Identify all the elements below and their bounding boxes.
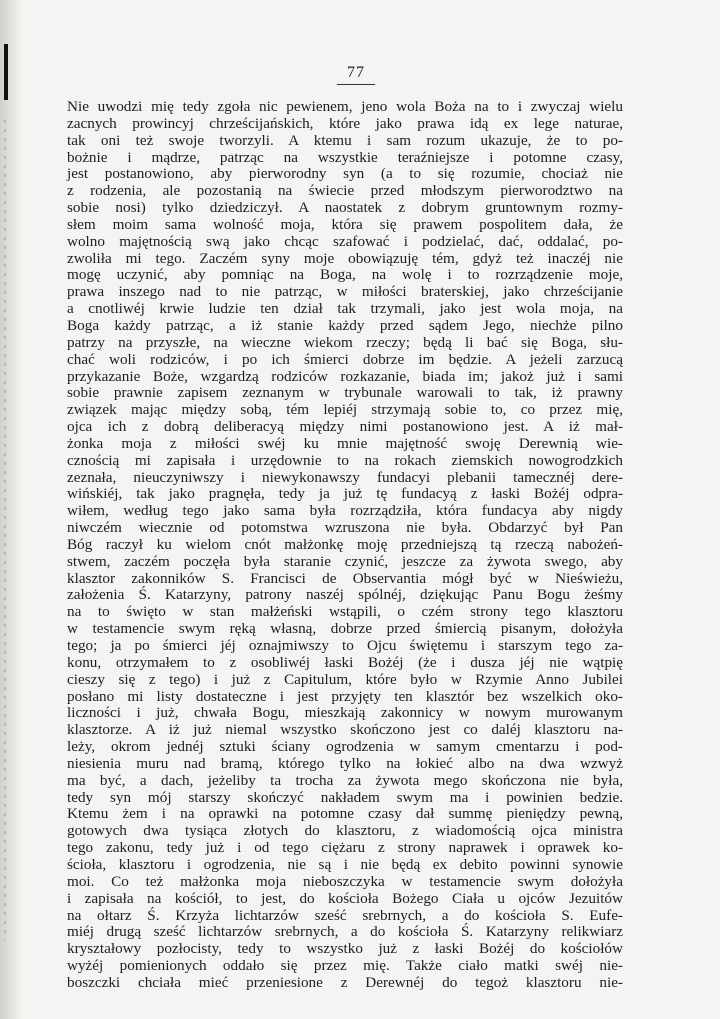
text-line: a cnotliwéj krwie ludzie ten dział tak trzymali, jako jest wola moja, na [67, 300, 623, 318]
text-line: wolno majętnością swą jako chcąc szafować i podzielać, dać, oddalać, po- [67, 232, 623, 250]
text-line: sobie prawnie zapisem zeznanym w trybunale warowali to tak, iż prawny [67, 384, 623, 402]
text-line: słem moim sama wolność moja, która się prawem pospolitem dała, że [67, 215, 623, 233]
text-line: założenia Ś. Katarzyny, patrony naszéj spólnéj, dziękując Panu Bogu żeśmy [67, 586, 623, 604]
text-line: w testamencie swym ręką własną, dobrze przed śmiercią pisanym, dołożyła [67, 620, 623, 638]
text-line: niwczém wiecznie od potomstwa wzruszona nie była. Obdarzyć był Pan [67, 519, 623, 537]
text-line: Nie uwodzi mię tedy zgoła nic pewienem, jeno wola Boża na to i zwyczaj wielu [67, 98, 623, 115]
text-line: tego; ja po śmierci jéj oznajmiwszy to Ojcu świętemu i starszym tego za- [67, 637, 623, 654]
text-line: mogę uczynić, aby pomniąc na Boga, na wolę i to rozrządzenie moje, [67, 266, 623, 284]
text-line: Boga każdy patrząc, a iż stanie każdy przed sądem Jego, niechże pilno [67, 316, 623, 334]
text-line: wiłem, według tego jako sama była rozrządziła, która fundacya aby nigdy [67, 502, 623, 520]
body-text [67, 99, 623, 992]
text-line: posłano mi listy dostateczne i jest przyjęty ten klasztór bez wszelkich oko- [67, 687, 623, 705]
text-line: niesienia muru nad bramą, którego tylko na łokieć albo na dwa wzwyż [67, 754, 623, 772]
text-line: moi. Co też małżonka moja nieboszczyka w testamencie swym dołożyła [67, 872, 623, 890]
text-line: jest postanowiono, aby pierworodny syn (a to się rozumie, chociaż nie [67, 165, 623, 183]
text-line: ojca ich z dobrą deliberacyą między nimi postanowiono jest. A iż mał- [67, 418, 623, 436]
text-line: gotowych dwa tysiąca złotych do klasztoru, z wiadomością ojca ministra [67, 822, 623, 840]
text-line: prawa inszego nad to nie patrząc, w miłości braterskiej, jako chrześcijanie [67, 283, 623, 301]
text-line: na ołtarz Ś. Krzyża lichtarzów sześć srebrnych, a do kościoła S. Eufe- [67, 906, 623, 924]
text-line: wyżéj pomienionych oddało się przez mię. Także ciało matki swéj nie- [67, 957, 623, 975]
text-line: Bóg raczył ku wielom cnót małżonkę moję przedniejszą tą rzeczą nabożeń- [67, 535, 623, 553]
text-line: związek mając między sobą, tém lepiéj strzymają sobie to, co przez mię, [67, 401, 623, 419]
text-line: ścioła, klasztoru i ogrodzenia, nie są i nie będą ex debito powinni synowie [67, 855, 623, 873]
text-line: tego zakonu, tedy już i od tego ciężaru z strony naprawek i oprawek ko- [67, 839, 623, 857]
text-line: ma być, a dach, jeżeliby ta trocha za żywota mego skończona nie była, [67, 771, 623, 789]
text-line: miéj drugą sześć lichtarzów srebrnych, a do kościoła Ś. Katarzyny relikwiarz [67, 923, 623, 941]
text-line: i zapisała na kościół, to jest, do kościoła Bożego Ciała u ojców Jezuitów [67, 889, 623, 907]
text-line: sobie nosi) tylko dziedziczył. A naostatek z dobrym gruntownym rozmy- [67, 199, 623, 217]
text-line: Ktemu żem i na oprawki na potomne czasy dał summę pieniędzy pewną, [67, 805, 623, 823]
text-line: patrzy na przyszłe, na wieczne wiekom rzeczy; będą li bać się Boga, słu- [67, 333, 623, 351]
text-line: konu, otrzymałem to z osobliwéj łaski Bożéj (że i dusza jéj nie wątpię [67, 653, 623, 671]
page-number [0, 64, 720, 85]
text-line: wińskiéj, tak jako pragnęła, tedy ja już tę fundacyą z łaski Bożéj odpra- [67, 485, 623, 503]
text-line: tak oni też swoje tworzyli. A ktemu i sam rozum ukazuje, że to po- [67, 131, 623, 149]
text-line: tedy syn mój starszy skończyć nakładem swym ma i powinien bedzie. [67, 788, 623, 806]
text-line: przykazanie Boże, wzgardzą rodziców rozkazanie, biada im; jakoż już i sami [67, 367, 623, 385]
text-line: klasztorze. A iż już niemal wszystko skończono jest co daléj klasztoru na- [67, 721, 623, 739]
page-number-text: 77 [337, 64, 375, 85]
text-line: leży, okrom jednéj sztuki ściany ogrodzenia w samym cmentarzu i pod- [67, 738, 623, 756]
text-line: cznością mi zapisała i urzędownie to na rokach ziemskich nowogrodzkich [67, 451, 623, 469]
text-line: bożnie i mądrze, patrząc na wszystkie teraźniejsze i potomne czasy, [67, 148, 623, 166]
text-line: klasztor zakonników S. Francisci de Observantia mógł być w Nieświeżu, [67, 569, 623, 587]
text-line: boszczki chciała mieć przeniesione z Derewnéj do tegoż klasztoru nie- [67, 973, 623, 991]
text-line: żonka moja z miłości swéj ku mnie majętność swoję Derewnią wie- [67, 434, 623, 452]
text-line: stwem, zaczém poczęła była staranie czynić, jeszcze za żywota swego, aby [67, 552, 623, 570]
text-line: na to święto w stan małżeński wstąpili, o czém strony tego klasztoru [67, 603, 623, 621]
text-line: zacnych prowincyj chrześcijańskich, które jako prawa idą ex lege naturae, [67, 114, 623, 132]
text-line: z rodzenia, ale pozostanią na świecie przed młodszym pierworodztwo na [67, 182, 623, 200]
text-line: zwoliła mi tego. Zaczém syny moje obowiązuję tém, gdyż też inaczéj nie [67, 249, 623, 267]
binding-edge [4, 120, 6, 940]
text-line: chać woli rodziców, i po ich śmierci dobrze im będzie. A jeżeli zarzucą [67, 350, 623, 368]
text-line: cieszy się z tego) i już z Capitulum, które było w Rzymie Anno Jubilei [67, 670, 623, 688]
text-line: zeznała, nieuczyniwszy i niewykonawszy fundacyi plebanii tamecznéj dere- [67, 468, 623, 486]
text-line: kryształowy pozłocisty, tedy to wszystko już z łaski Bożéj do kościołów [67, 940, 623, 958]
text-line: liczności i już, chwała Bogu, mieszkają zakonnicy w nowym murowanym [67, 704, 623, 722]
